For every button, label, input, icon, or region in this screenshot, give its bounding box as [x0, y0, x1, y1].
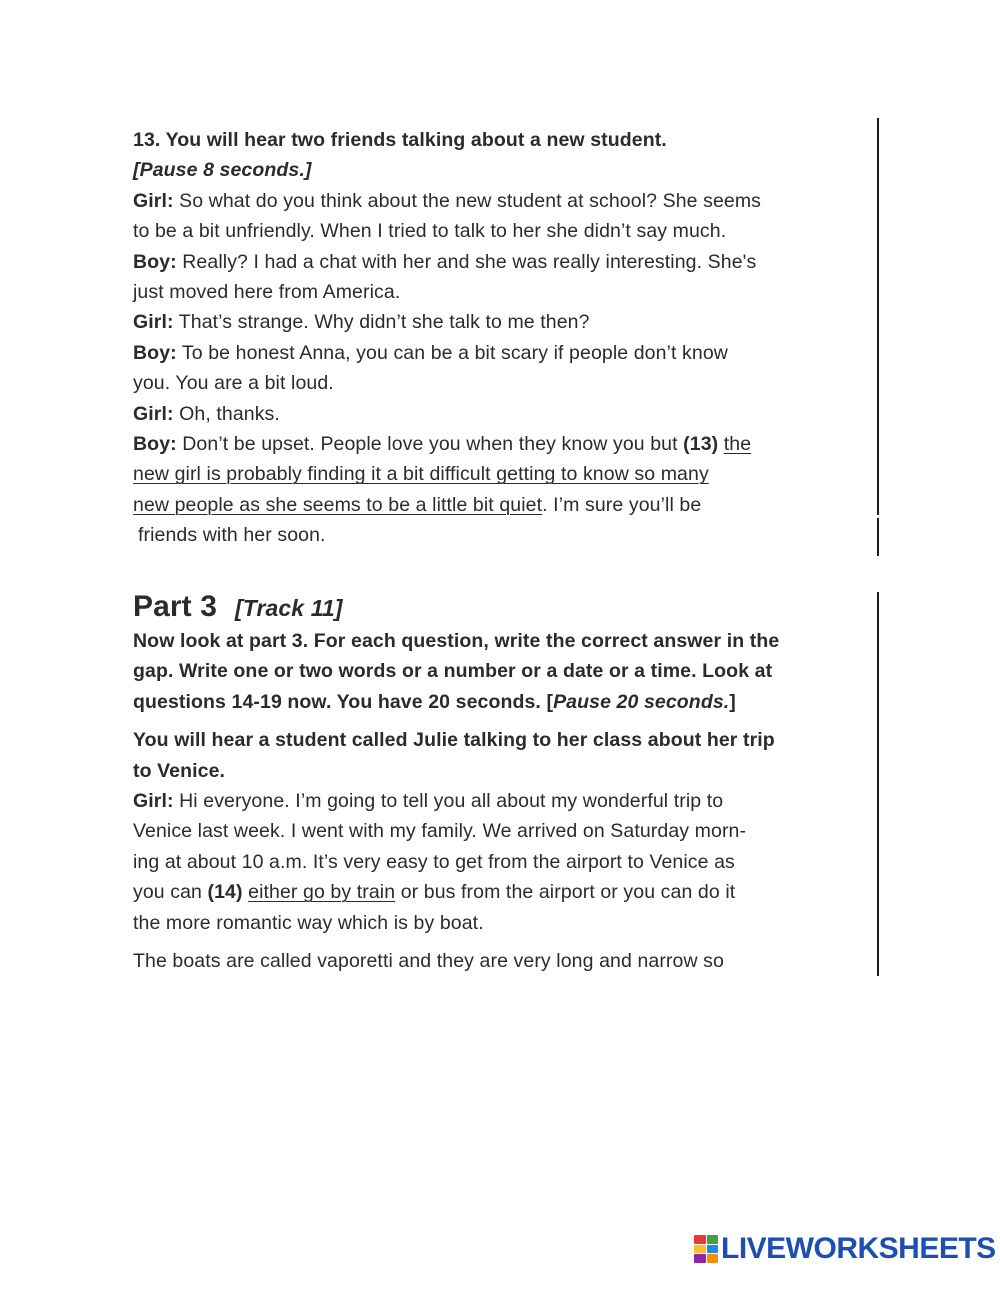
margin-rule [877, 518, 879, 556]
margin-rule [877, 118, 879, 515]
dialogue-line: Girl: That’s strange. Why didn’t she talk to me then? [133, 311, 590, 334]
intro-line: You will hear a student called Julie talking to her class about her trip [133, 729, 775, 752]
spacer [133, 717, 873, 725]
dialogue-line: you. You are a bit loud. [133, 372, 334, 395]
margin-rule [877, 592, 879, 976]
instruction-line: gap. Write one or two words or a number or a date or a time. Look at [133, 660, 773, 683]
dialogue-line: Boy: Don’t be upset. People love you when they know you but (13) the [133, 433, 752, 456]
dialogue-line [133, 459, 873, 489]
question-13-transcript [133, 125, 873, 551]
answer-marker-13: (13) [683, 433, 719, 456]
dialogue-line: to be a bit unfriendly. When I tried to talk to her she didn’t say much. [133, 220, 727, 243]
dialogue-line: Boy: To be honest Anna, you can be a bit scary if people don’t know [133, 341, 728, 364]
question-heading: 13. You will hear two friends talking about a new student. [133, 129, 667, 151]
answer-13-text: the [723, 433, 752, 456]
track-label: [Track 11] [234, 595, 343, 621]
answer-13-text: new people as she seems to be a little bit quiet [133, 493, 543, 516]
answer-marker-14: (14) [207, 881, 243, 904]
dialogue-line: Venice last week. I went with my family. We arrived on Saturday morn- [133, 820, 747, 843]
dialogue-line: Boy: Really? I had a chat with her and she was really interesting. She's [133, 250, 757, 273]
dialogue-line: the more romantic way which is by boat. [133, 911, 484, 934]
dialogue-line: Girl: So what do you think about the new student at school? She seems [133, 189, 762, 212]
pause-instruction: [Pause 8 seconds.] [133, 159, 312, 182]
dialogue-line: ing at about 10 a.m. It’s very easy to get from the airport to Venice as [133, 850, 735, 873]
dialogue-line: friends with her soon. [138, 524, 326, 547]
answer-13-text: new girl is probably finding it a bit difficult getting to know so many [133, 463, 709, 486]
instruction-line: Now look at part 3. For each question, write the correct answer in the [133, 630, 780, 652]
dialogue-line: Girl: Oh, thanks. [133, 402, 280, 425]
dialogue-line: new people as she seems to be a little bit quiet. I’m sure you’ll be [133, 493, 702, 516]
instruction-line: questions 14-19 now. You have 20 seconds. [Pause 20 seconds.] [133, 690, 736, 713]
liveworksheets-wordmark: LIVEWORKSHEETS [721, 1232, 996, 1265]
part-title: Part 3 [Track 11] [133, 590, 343, 623]
spacer [133, 938, 873, 946]
liveworksheets-logo-icon [694, 1235, 718, 1263]
liveworksheets-logo [694, 1232, 996, 1266]
dialogue-line: just moved here from America. [133, 281, 401, 304]
dialogue-line: you can (14) either go by train or bus from the airport or you can do it [133, 881, 736, 904]
intro-line: to Venice. [133, 759, 226, 782]
part-3-transcript [133, 588, 873, 976]
dialogue-line: Girl: Hi everyone. I’m going to tell you all about my wonderful trip to [133, 790, 724, 813]
dialogue-line: The boats are called vaporetti and they are very long and narrow so [133, 950, 724, 973]
answer-14-text: either go by train [248, 881, 396, 904]
